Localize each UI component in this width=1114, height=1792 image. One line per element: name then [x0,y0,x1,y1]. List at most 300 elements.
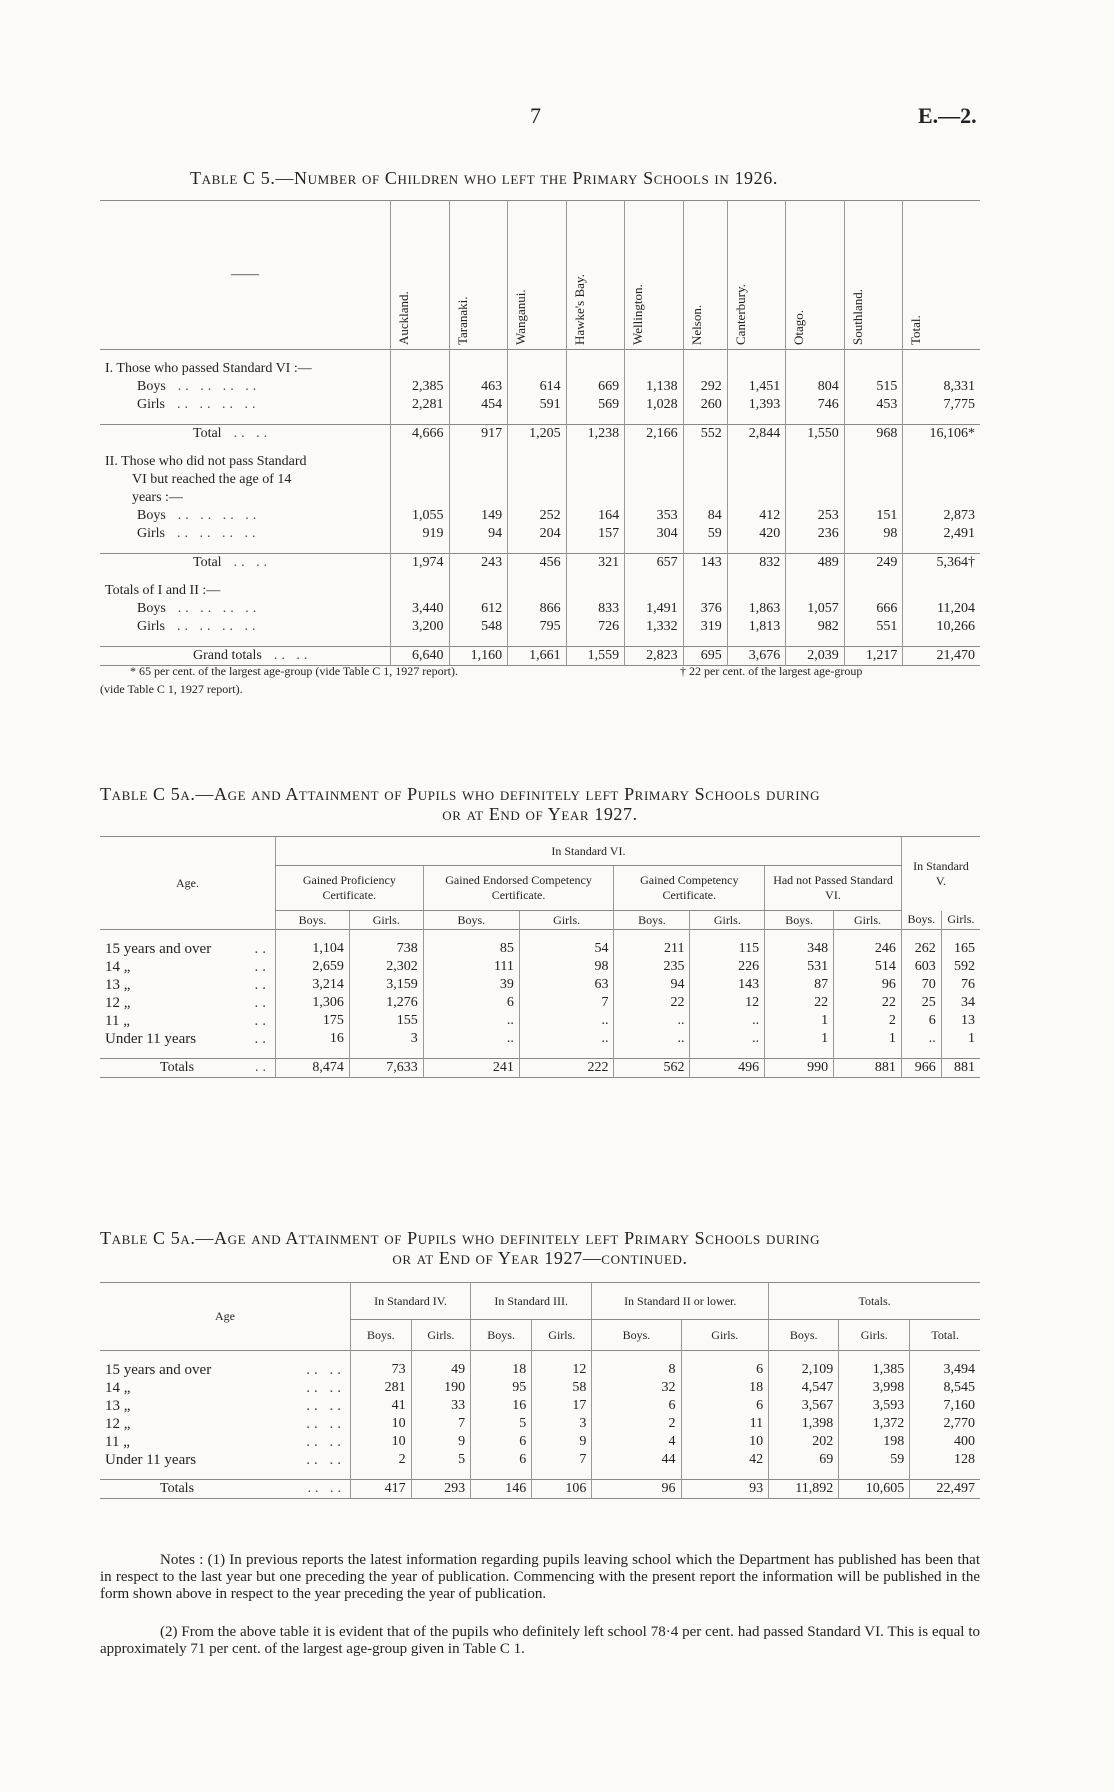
table-cell: 6 [681,1397,769,1415]
boys-header: Boys. [471,1320,532,1351]
table-cell: 1,160 [449,647,508,666]
table-cell: 2,491 [903,525,980,543]
table-cell: 2,302 [349,958,423,976]
row-label-cell [100,507,391,525]
spacer-row [100,443,980,453]
table-cell: 204 [508,525,567,543]
empty-cell [903,543,980,554]
col-header: Wellington. [630,284,646,345]
table-row [100,976,980,994]
empty-cell [508,543,567,554]
table-cell: 198 [839,1433,910,1451]
empty-cell [844,572,903,582]
empty-cell [566,414,625,425]
empty-cell [276,1048,350,1059]
table-cell: 514 [834,958,902,976]
table-cell: 9 [532,1433,592,1451]
table-cell: .. [690,1030,765,1048]
empty-cell [391,414,450,425]
table-cell: 76 [941,976,980,994]
leader-dots: .. [254,1030,270,1047]
table-cell: 22 [614,994,690,1012]
leader-dots: .. .. .. .. [177,379,261,394]
table-cell: 146 [471,1480,532,1499]
section-heading [100,471,980,489]
empty-cell [391,471,450,489]
empty-cell [786,636,845,647]
table-cell: 94 [614,976,690,994]
row-label: 13 „ [105,976,131,993]
row-label: Total [193,426,222,441]
table-cell: 2,823 [625,647,684,666]
table-cell: 10 [351,1415,412,1433]
table-cell: 990 [765,1059,834,1078]
empty-cell [508,360,567,378]
empty-cell [769,1351,839,1362]
table-cell: 10,605 [839,1480,910,1499]
table-cell: 2,281 [391,396,450,414]
spacer-row [100,636,980,647]
empty-cell [765,930,834,941]
total-header: Total. [910,1320,980,1351]
row-label: 13 „ [105,1397,131,1414]
table-cell: 657 [625,554,684,573]
table-cell: 12 [690,994,765,1012]
table-cell: 13 [941,1012,980,1030]
empty-cell [625,572,684,582]
empty-cell [690,930,765,941]
girls-header: Girls. [519,911,614,930]
empty-cell [614,1048,690,1059]
col-header: Southland. [849,289,865,345]
empty-cell [391,453,450,471]
boys-header: Boys. [351,1320,412,1351]
table-cell: 515 [844,378,903,396]
leader-dots: .. .. [306,1415,345,1432]
empty-cell [786,543,845,554]
table1-footnote-2b: (vide Table C 1, 1927 report). [100,682,243,696]
row-label: Girls [137,526,165,541]
empty-cell [100,543,391,554]
leader-dots: .. .. [233,555,272,570]
table-cell: 252 [508,507,567,525]
girls-header: Girls. [349,911,423,930]
empty-cell [566,471,625,489]
empty-cell [844,360,903,378]
empty-cell [903,471,980,489]
row-label: Totals [160,1060,195,1075]
empty-cell [839,1351,910,1362]
row-label: Girls [137,619,165,634]
leader-dots: .. .. .. .. [177,508,261,523]
empty-cell [449,414,508,425]
table-cell: 1,238 [566,425,625,444]
note-2: (2) From the above table it is evident that of the pupils who definitely left school 78·4 per cent. had passed Standard VI. This is equal to approximately 71 per cent. of the largest age-group given in Table C 1. [100,1624,980,1657]
table-cell: 6 [471,1433,532,1451]
table-cell: 1 [765,1012,834,1030]
table-cell: 6 [423,994,519,1012]
table-cell: 59 [683,525,727,543]
table1-title: Table C 5.—Number of Children who left the Primary Schools in 1926. [190,168,778,188]
table-row [100,1361,980,1379]
table-cell: 94 [449,525,508,543]
table-row [100,1415,980,1433]
table-cell: 25 [901,994,941,1012]
col-header: Wanganui. [513,289,529,345]
empty-cell [351,1351,412,1362]
table-cell: 2,873 [903,507,980,525]
table-cell: 1,550 [786,425,845,444]
table-cell: .. [614,1012,690,1030]
table-cell: 292 [683,378,727,396]
empty-cell [844,582,903,600]
table-cell: 1,385 [839,1361,910,1379]
boys-header: Boys. [614,911,690,930]
table-cell: 603 [901,958,941,976]
table-cell: 7,775 [903,396,980,414]
row-label-cell [100,554,391,573]
empty-cell [508,489,567,507]
empty-cell [839,1469,910,1480]
table-cell: 3 [532,1415,592,1433]
boys-header: Boys. [423,911,519,930]
col-header: Hawke's Bay. [571,274,587,345]
empty-cell [683,543,727,554]
row-label-cell [100,425,391,444]
section-heading-label: Totals of I and II :— [105,583,221,598]
empty-cell [566,543,625,554]
empty-cell [765,1048,834,1059]
table3-age-header: Age [215,1309,235,1323]
row-label-cell [100,1415,351,1433]
table-cell: 3,567 [769,1397,839,1415]
empty-cell [786,350,845,361]
table-cell: 1 [941,1030,980,1048]
empty-cell [727,489,786,507]
table-cell: 8 [592,1361,681,1379]
table-cell: 1,661 [508,647,567,666]
table-cell: 4 [592,1433,681,1451]
empty-cell [391,636,450,647]
row-label-cell [100,525,391,543]
row-label: 12 „ [105,1415,131,1432]
empty-cell [903,636,980,647]
row-label-cell [100,1361,351,1379]
table-cell: 695 [683,647,727,666]
row-label-cell [100,647,391,666]
empty-cell [683,471,727,489]
empty-cell [449,572,508,582]
empty-cell [901,930,941,941]
empty-cell [910,1469,980,1480]
table2-group-header: Had not Passed Standard VI. [765,866,902,911]
empty-cell [727,636,786,647]
row-label: 11 „ [105,1433,130,1450]
spacer-row [100,572,980,582]
empty-cell [683,636,727,647]
table-cell: 165 [941,940,980,958]
table-cell: 235 [614,958,690,976]
table-cell: 6,640 [391,647,450,666]
girls-header: Girls. [834,911,902,930]
empty-cell [625,636,684,647]
empty-cell [100,1469,351,1480]
table-cell: 7 [532,1451,592,1469]
table-cell: 128 [910,1451,980,1469]
table-cell: 93 [681,1480,769,1499]
table-row [100,396,980,414]
empty-cell [683,360,727,378]
empty-cell [391,572,450,582]
leader-dots: .. .. [233,426,272,441]
empty-cell [727,572,786,582]
empty-cell [100,636,391,647]
table-cell: 10,266 [903,618,980,636]
table-cell: 531 [765,958,834,976]
empty-cell [901,1048,941,1059]
table-cell: 249 [844,554,903,573]
empty-cell [727,543,786,554]
table-cell: 3,494 [910,1361,980,1379]
empty-cell [508,453,567,471]
empty-cell [508,443,567,453]
table-cell: 2,166 [625,425,684,444]
empty-cell [566,489,625,507]
empty-cell [349,930,423,941]
empty-cell [351,1469,412,1480]
table-cell: 1,028 [625,396,684,414]
table-cell: 164 [566,507,625,525]
empty-cell [786,414,845,425]
empty-cell [683,443,727,453]
table-cell: 106 [532,1480,592,1499]
spacer-row [100,1048,980,1059]
table-cell: 33 [411,1397,471,1415]
empty-cell [683,350,727,361]
empty-cell [614,930,690,941]
empty-cell [449,350,508,361]
empty-cell [423,1048,519,1059]
girls-header: Girls. [690,911,765,930]
row-label-cell [100,994,276,1012]
section-heading [100,489,980,507]
empty-cell [903,489,980,507]
empty-cell [786,582,845,600]
empty-cell [834,930,902,941]
empty-cell [391,543,450,554]
boys-header: Boys. [592,1320,681,1351]
table-cell: 456 [508,554,567,573]
girls-header: Girls. [839,1320,910,1351]
empty-cell [690,1048,765,1059]
leader-dots: .. .. .. .. [177,397,260,412]
table-cell: 21,470 [903,647,980,666]
table1-corner: —— [231,267,259,282]
row-label-cell [100,1451,351,1469]
table-cell: 96 [592,1480,681,1499]
table-cell: 8,545 [910,1379,980,1397]
table-cell: 87 [765,976,834,994]
empty-cell [566,443,625,453]
empty-cell [941,930,980,941]
table-cell: 1,055 [391,507,450,525]
leader-dots: .. .. [306,1433,345,1450]
empty-cell [727,350,786,361]
col-header: Nelson. [688,304,704,345]
table-cell: 58 [532,1379,592,1397]
table-cell: 281 [351,1379,412,1397]
table-cell: 96 [834,976,902,994]
row-label-cell [100,1433,351,1451]
empty-cell [941,1048,980,1059]
table3 [100,1282,980,1499]
section-heading [100,360,980,378]
table-cell: 42 [681,1451,769,1469]
table-cell: 1 [834,1030,902,1048]
table-cell: 726 [566,618,625,636]
table-cell: 866 [508,600,567,618]
empty-cell [844,453,903,471]
table-cell: 8,474 [276,1059,350,1078]
leader-dots: .. [254,994,270,1011]
table-cell: .. [614,1030,690,1048]
section-heading-label: VI but reached the age of 14 [132,472,292,487]
empty-cell [100,1048,276,1059]
empty-cell [625,414,684,425]
table-cell: 746 [786,396,845,414]
leader-dots: .. .. [306,1379,345,1396]
table1 [100,200,980,666]
section-heading [100,582,980,600]
table-cell: 919 [391,525,450,543]
table-cell: 2,844 [727,425,786,444]
empty-cell [844,543,903,554]
empty-cell [769,1469,839,1480]
table-cell: 348 [765,940,834,958]
empty-cell [903,572,980,582]
table-cell: 1,372 [839,1415,910,1433]
table-cell: 32 [592,1379,681,1397]
empty-cell [727,414,786,425]
table-cell: 2,039 [786,647,845,666]
table-cell: 1,205 [508,425,567,444]
table-cell: 591 [508,396,567,414]
total-row [100,1480,980,1499]
table-row [100,1012,980,1030]
table-cell: 412 [727,507,786,525]
table-cell: 454 [449,396,508,414]
table-cell: .. [519,1012,614,1030]
empty-cell [681,1351,769,1362]
leader-dots: .. .. .. .. [177,601,261,616]
table-cell: 1,863 [727,600,786,618]
table-cell: 592 [941,958,980,976]
table-cell: 34 [941,994,980,1012]
row-label: Grand totals [193,648,262,663]
table-cell: 22 [834,994,902,1012]
table-cell: 95 [471,1379,532,1397]
table-cell: 190 [411,1379,471,1397]
table-row [100,940,980,958]
table-cell: 917 [449,425,508,444]
table-cell: 833 [566,600,625,618]
empty-cell [449,453,508,471]
empty-cell [508,636,567,647]
table2-title-line2: or at End of Year 1927. [442,804,638,824]
empty-cell [903,443,980,453]
empty-cell [834,1048,902,1059]
table-cell: 6 [681,1361,769,1379]
table3-group-header: In Standard III. [471,1283,592,1320]
table-cell: 3,200 [391,618,450,636]
table-cell: 966 [901,1059,941,1078]
table-cell: 11,204 [903,600,980,618]
table-cell: 10 [681,1433,769,1451]
spacer-row [100,1351,980,1362]
empty-cell [411,1351,471,1362]
table-cell: 3,214 [276,976,350,994]
empty-cell [532,1351,592,1362]
empty-cell [449,636,508,647]
empty-cell [349,1048,423,1059]
table-cell: 236 [786,525,845,543]
table-cell: 9 [411,1433,471,1451]
boys-header: Boys. [276,911,350,930]
table-cell: 2 [351,1451,412,1469]
empty-cell [683,572,727,582]
empty-cell [391,489,450,507]
table-cell: 246 [834,940,902,958]
empty-cell [844,414,903,425]
empty-cell [532,1469,592,1480]
table-cell: 151 [844,507,903,525]
table-cell: 69 [769,1451,839,1469]
table-cell: 6 [901,1012,941,1030]
table-row [100,1030,980,1048]
table-cell: 7,633 [349,1059,423,1078]
row-label-cell [100,1030,276,1048]
total-row [100,1059,980,1078]
empty-cell [786,443,845,453]
table-cell: 3,440 [391,600,450,618]
table-cell: 3,676 [727,647,786,666]
row-label: Under 11 years [105,1030,197,1047]
table-cell: 5,364† [903,554,980,573]
table-cell: 115 [690,940,765,958]
empty-cell [727,582,786,600]
table-cell: 222 [519,1059,614,1078]
empty-cell [625,489,684,507]
table-cell: 16 [471,1397,532,1415]
total-row [100,554,980,573]
empty-cell [727,453,786,471]
table-row [100,994,980,1012]
empty-cell [519,930,614,941]
empty-cell [471,1351,532,1362]
table-cell: 98 [519,958,614,976]
table-cell: 18 [681,1379,769,1397]
table-cell: 70 [901,976,941,994]
girls-header: Girls. [532,1320,592,1351]
table-cell: 1,974 [391,554,450,573]
boys-header: Boys. [901,911,941,930]
row-label: 15 years and over [105,940,212,957]
table-cell: 59 [839,1451,910,1469]
table-row [100,1451,980,1469]
table-cell: 143 [683,554,727,573]
empty-cell [100,1351,351,1362]
table1-footnote-2: † 22 per cent. of the largest age-group [680,664,863,678]
